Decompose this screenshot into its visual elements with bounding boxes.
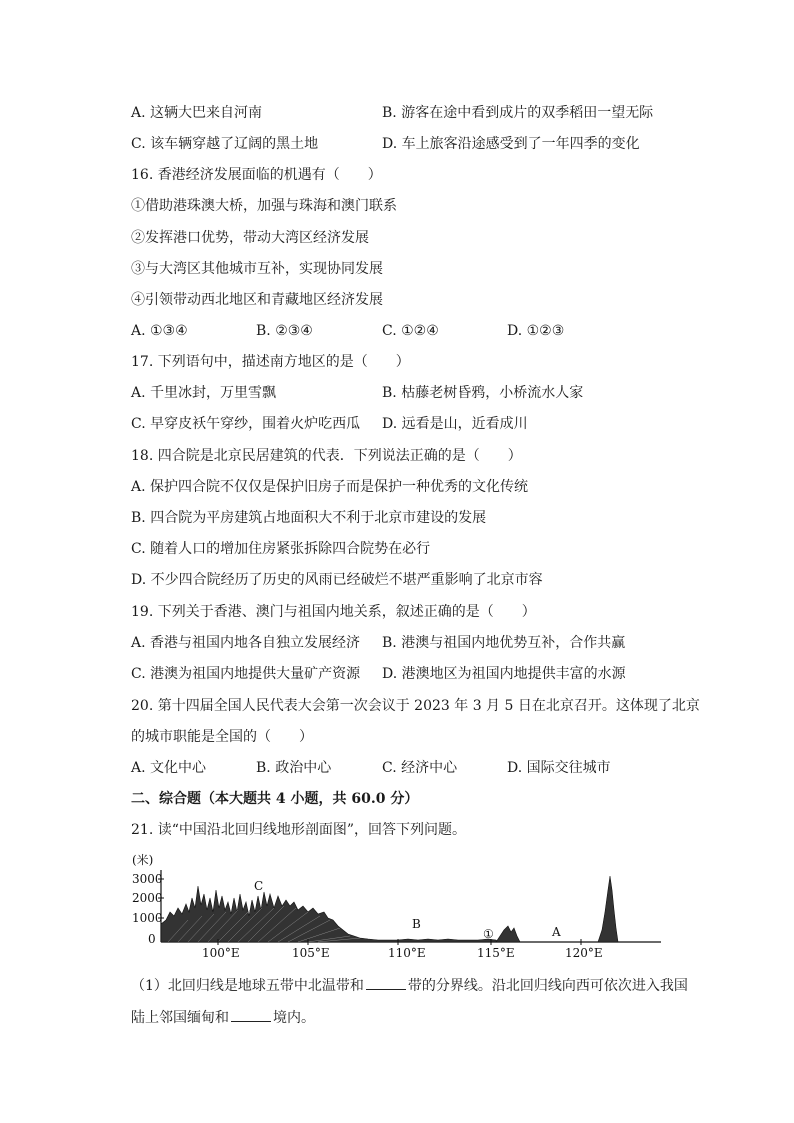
y-unit-label: (米) bbox=[132, 853, 154, 867]
q21-sub1-line2-part1: 陆上邻国缅甸和 bbox=[131, 1010, 229, 1026]
label-circle-1: ① bbox=[483, 927, 494, 941]
q16-option-d: D. ①②③ bbox=[507, 323, 565, 339]
q21-sub1-text-part1: （1）北回归线是地球五带中北温带和 bbox=[131, 978, 364, 994]
label-c: C bbox=[254, 879, 264, 893]
q16-option-a: A. ①③④ bbox=[131, 323, 188, 339]
q19-option-a: A. 香港与祖国内地各自独立发展经济 bbox=[131, 635, 361, 651]
q16-option-b: B. ②③④ bbox=[256, 323, 313, 339]
q21-stem: 21. 读“中国沿北回归线地形剖面图”，回答下列问题。 bbox=[131, 822, 467, 838]
q16-statement-4: ④引领带动西北地区和青藏地区经济发展 bbox=[131, 292, 383, 308]
x-tick-105e: 105°E bbox=[292, 946, 330, 960]
q15-option-b: B. 游客在途中看到成片的双季稻田一望无际 bbox=[382, 105, 654, 121]
q18-option-c: C. 随着人口的增加住房紧张拆除四合院势在必行 bbox=[131, 541, 431, 557]
q19-stem: 19. 下列关于香港、澳门与祖国内地关系，叙述正确的是（ ） bbox=[131, 604, 536, 620]
terrain-taiwan-peak bbox=[598, 876, 618, 942]
y-tick-2000: 2000 bbox=[132, 891, 163, 905]
q17-stem: 17. 下列语句中，描述南方地区的是（ ） bbox=[131, 354, 410, 370]
q15-option-a: A. 这辆大巴来自河南 bbox=[131, 105, 263, 121]
label-a: A bbox=[552, 925, 561, 939]
q16-statement-2: ②发挥港口优势，带动大湾区经济发展 bbox=[131, 230, 369, 246]
q16-statement-1: ①借助港珠澳大桥，加强与珠海和澳门联系 bbox=[131, 198, 397, 214]
q17-option-d: D. 远看是山，近看成川 bbox=[382, 416, 528, 432]
y-tick-0: 0 bbox=[148, 932, 156, 946]
q21-sub1-line-2 bbox=[131, 1007, 315, 1028]
label-b: B bbox=[412, 917, 421, 931]
q15-option-c: C. 该车辆穿越了辽阔的黑土地 bbox=[131, 136, 319, 152]
q20-stem-line-2: 的城市职能是全国的（ ） bbox=[131, 729, 313, 745]
q21-sub1-line-1 bbox=[131, 975, 688, 996]
q17-option-c: C. 早穿皮袄午穿纱，围着火炉吃西瓜 bbox=[131, 416, 361, 432]
terrain-coastal-hill bbox=[496, 926, 520, 942]
q20-option-a: A. 文化中心 bbox=[131, 760, 207, 776]
q19-option-b: B. 港澳与祖国内地优势互补，合作共赢 bbox=[382, 635, 626, 651]
answer-blank-1[interactable] bbox=[366, 975, 406, 990]
q19-option-d: D. 港澳地区为祖国内地提供丰富的水源 bbox=[382, 666, 626, 682]
q17-option-b: B. 枯藤老树昏鸦，小桥流水人家 bbox=[382, 385, 584, 401]
q18-stem: 18. 四合院是北京民居建筑的代表．下列说法正确的是（ ） bbox=[131, 448, 522, 464]
q18-option-b: B. 四合院为平房建筑占地面积大不利于北京市建设的发展 bbox=[131, 510, 487, 526]
q19-option-c: C. 港澳为祖国内地提供大量矿产资源 bbox=[131, 666, 361, 682]
section-heading: 二、综合题（本大题共 4 小题，共 60.0 分） bbox=[131, 791, 419, 807]
q21-sub1-line2-part2: 境内。 bbox=[273, 1010, 315, 1026]
q20-option-d: D. 国际交往城市 bbox=[507, 760, 611, 776]
x-tick-115e: 115°E bbox=[477, 946, 515, 960]
x-tick-100e: 100°E bbox=[202, 946, 240, 960]
q21-sub1-text-part2: 带的分界线。沿北回归线向西可依次进入我国 bbox=[407, 978, 688, 994]
x-tick-110e: 110°E bbox=[388, 946, 426, 960]
q15-option-d: D. 车上旅客沿途感受到了一年四季的变化 bbox=[382, 136, 640, 152]
q20-option-c: C. 经济中心 bbox=[382, 760, 458, 776]
y-tick-1000: 1000 bbox=[132, 911, 163, 925]
q16-statement-3: ③与大湾区其他城市互补，实现协同发展 bbox=[131, 261, 383, 277]
terrain-west-highlands bbox=[161, 886, 498, 942]
terrain-profile-figure bbox=[128, 850, 663, 960]
q16-option-c: C. ①②④ bbox=[382, 323, 439, 339]
q16-stem: 16. 香港经济发展面临的机遇有（ ） bbox=[131, 167, 382, 183]
x-tick-120e: 120°E bbox=[565, 946, 603, 960]
q17-option-a: A. 千里冰封，万里雪飘 bbox=[131, 385, 277, 401]
q20-stem-line-1: 20. 第十四届全国人民代表大会第一次会议于 2023 年 3 月 5 日在北京召开。这体现了北京 bbox=[131, 698, 700, 714]
q20-option-b: B. 政治中心 bbox=[256, 760, 332, 776]
q18-option-a: A. 保护四合院不仅仅是保护旧房子而是保护一种优秀的文化传统 bbox=[131, 479, 529, 495]
q18-option-d: D. 不少四合院经历了历史的风雨已经破烂不堪严重影响了北京市容 bbox=[131, 572, 543, 588]
y-tick-3000: 3000 bbox=[132, 872, 163, 886]
answer-blank-2[interactable] bbox=[231, 1007, 271, 1022]
